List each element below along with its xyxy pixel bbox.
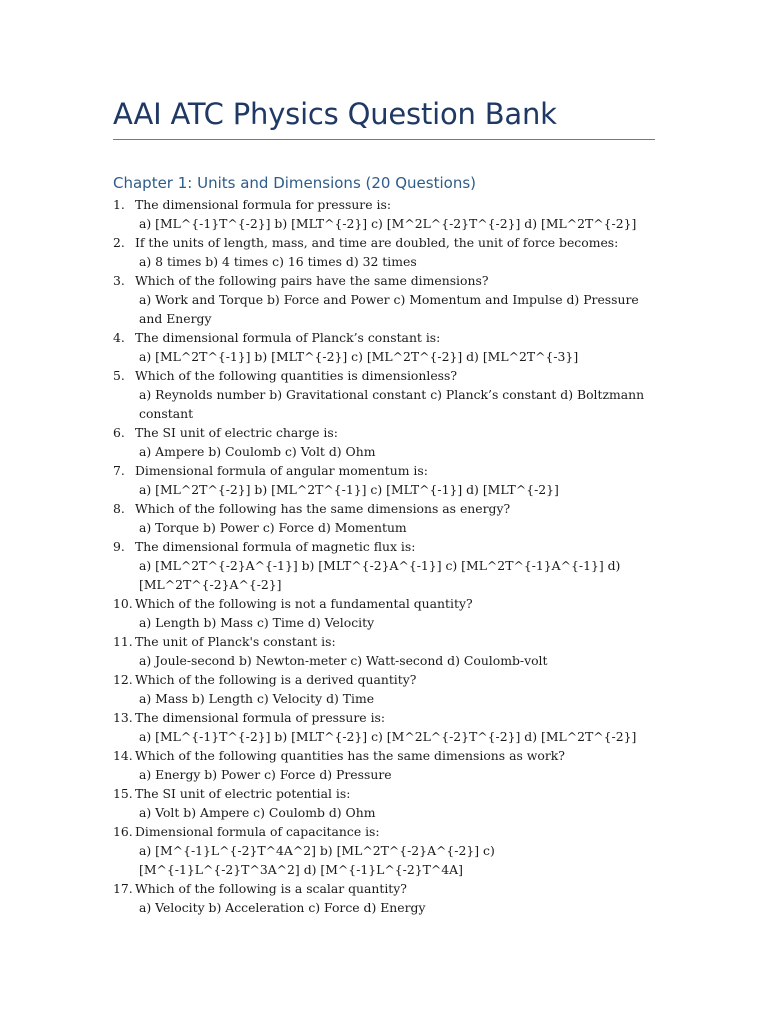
question-text: The dimensional formula of pressure is: (135, 710, 386, 725)
question-item (113, 233, 653, 271)
question-item (113, 271, 653, 328)
question-item (113, 879, 653, 917)
question-item (113, 708, 653, 746)
question-options: a) Volt b) Ampere c) Coulomb d) Ohm (139, 805, 376, 820)
question-number: 14. (113, 748, 133, 763)
question-text: The SI unit of electric charge is: (135, 425, 338, 440)
question-number: 6. (113, 425, 125, 440)
question-number: 4. (113, 330, 125, 345)
question-number: 17. (113, 881, 133, 896)
question-options: a) Joule-second b) Newton-meter c) Watt-second d) Coulomb-volt (139, 653, 548, 668)
question-text: If the units of length, mass, and time are doubled, the unit of force becomes: (135, 235, 619, 250)
question-text: Which of the following is a derived quantity? (135, 672, 417, 687)
question-number: 7. (113, 463, 125, 478)
question-item (113, 537, 653, 594)
question-item (113, 632, 653, 670)
question-options: a) [ML^2T^{-2}A^{-1}] b) [MLT^{-2}A^{-1}] c) [ML^2T^{-1}A^{-1}] d) [ML^2T^{-2}A^{-2}] (139, 558, 621, 592)
question-number: 15. (113, 786, 133, 801)
question-number: 2. (113, 235, 125, 250)
question-text: The unit of Planck's constant is: (135, 634, 336, 649)
question-options: a) Reynolds number b) Gravitational constant c) Planck’s constant d) Boltzmann constant (139, 387, 645, 421)
question-item (113, 594, 653, 632)
question-text: Which of the following is a scalar quantity? (135, 881, 407, 896)
question-options: a) [ML^{-1}T^{-2}] b) [MLT^{-2}] c) [M^2L^{-2}T^{-2}] d) [ML^2T^{-2}] (139, 216, 637, 231)
question-options: a) 8 times b) 4 times c) 16 times d) 32 times (139, 254, 417, 269)
question-text: The dimensional formula for pressure is: (135, 197, 391, 212)
question-text: The dimensional formula of magnetic flux is: (135, 539, 416, 554)
question-options: a) Length b) Mass c) Time d) Velocity (139, 615, 375, 630)
question-list (113, 195, 653, 917)
question-options: a) Work and Torque b) Force and Power c) Momentum and Impulse d) Pressure and Energy (139, 292, 639, 326)
question-text: Which of the following is not a fundamental quantity? (135, 596, 473, 611)
question-number: 10. (113, 596, 133, 611)
question-number: 16. (113, 824, 133, 839)
question-item (113, 328, 653, 366)
question-item (113, 670, 653, 708)
question-item (113, 195, 653, 233)
question-text: Which of the following quantities has the same dimensions as work? (135, 748, 565, 763)
question-text: Dimensional formula of angular momentum is: (135, 463, 428, 478)
title-underline (113, 139, 655, 140)
question-item (113, 423, 653, 461)
question-text: Which of the following has the same dimensions as energy? (135, 501, 511, 516)
question-number: 11. (113, 634, 133, 649)
question-text: The SI unit of electric potential is: (135, 786, 351, 801)
question-number: 12. (113, 672, 133, 687)
question-item (113, 784, 653, 822)
question-options: a) Torque b) Power c) Force d) Momentum (139, 520, 407, 535)
chapter-heading: Chapter 1: Units and Dimensions (20 Questions) (113, 174, 476, 192)
question-number: 13. (113, 710, 133, 725)
question-options: a) Energy b) Power c) Force d) Pressure (139, 767, 392, 782)
question-item (113, 366, 653, 423)
question-text: Dimensional formula of capacitance is: (135, 824, 380, 839)
question-item (113, 746, 653, 784)
question-number: 9. (113, 539, 125, 554)
question-number: 8. (113, 501, 125, 516)
document-title: AAI ATC Physics Question Bank (113, 97, 557, 131)
question-number: 3. (113, 273, 125, 288)
question-options: a) [ML^2T^{-1}] b) [MLT^{-2}] c) [ML^2T^{-2}] d) [ML^2T^{-3}] (139, 349, 579, 364)
question-item (113, 461, 653, 499)
question-options: a) [ML^2T^{-2}] b) [ML^2T^{-1}] c) [MLT^{-1}] d) [MLT^{-2}] (139, 482, 559, 497)
question-text: Which of the following pairs have the same dimensions? (135, 273, 489, 288)
question-text: The dimensional formula of Planck’s constant is: (135, 330, 441, 345)
question-number: 1. (113, 197, 125, 212)
question-item (113, 822, 653, 879)
question-options: a) Ampere b) Coulomb c) Volt d) Ohm (139, 444, 376, 459)
question-options: a) [M^{-1}L^{-2}T^4A^2] b) [ML^2T^{-2}A^{-2}] c) [M^{-1}L^{-2}T^3A^2] d) [M^{-1}L^{-2}T^4A] (139, 843, 495, 877)
question-options: a) Mass b) Length c) Velocity d) Time (139, 691, 375, 706)
question-item (113, 499, 653, 537)
question-text: Which of the following quantities is dimensionless? (135, 368, 458, 383)
question-number: 5. (113, 368, 125, 383)
question-options: a) [ML^{-1}T^{-2}] b) [MLT^{-2}] c) [M^2L^{-2}T^{-2}] d) [ML^2T^{-2}] (139, 729, 637, 744)
question-options: a) Velocity b) Acceleration c) Force d) Energy (139, 900, 426, 915)
